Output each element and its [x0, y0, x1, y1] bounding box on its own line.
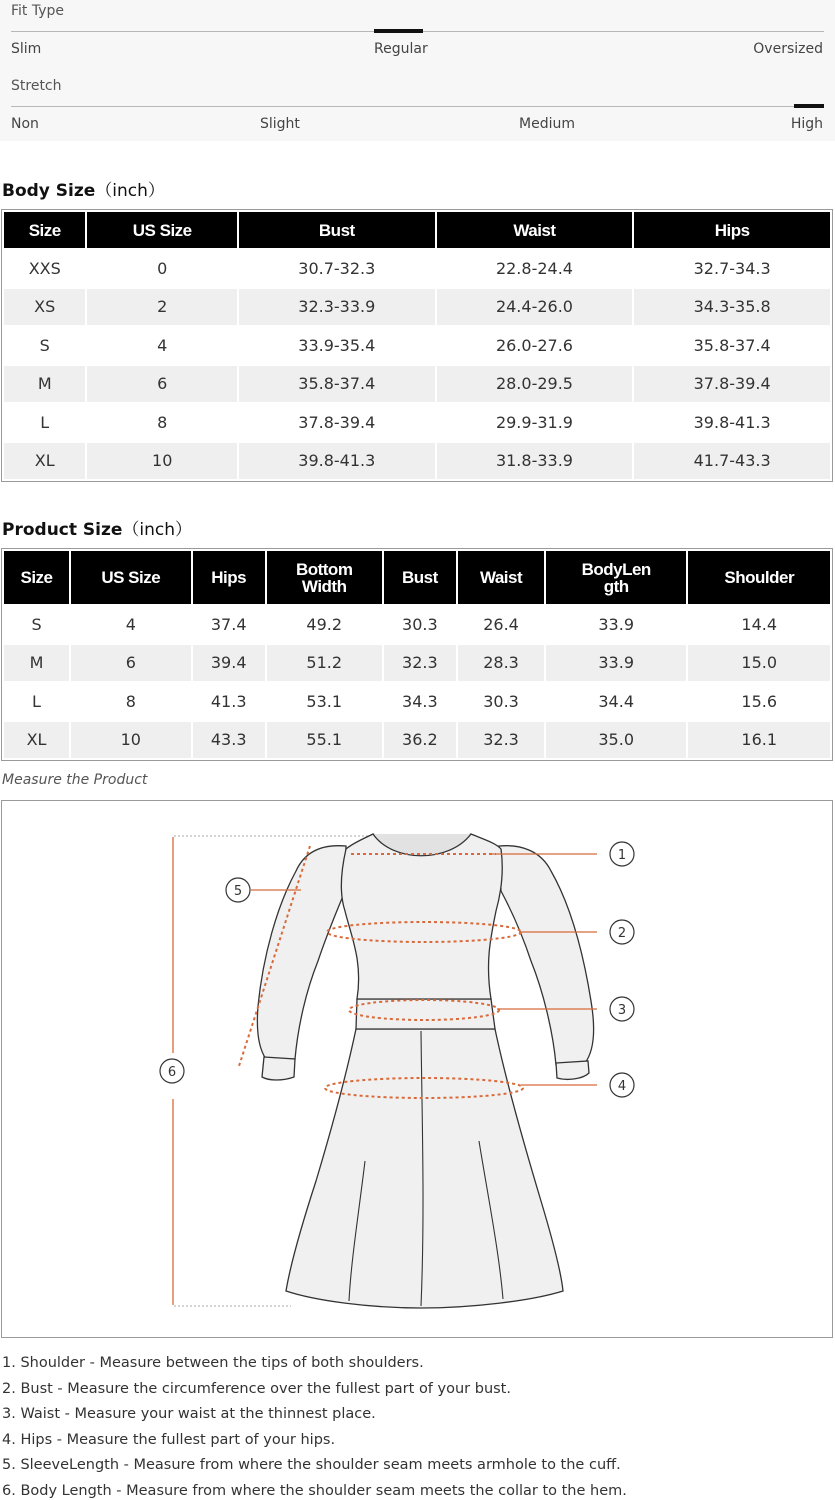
stretch-label-slight: Slight: [260, 116, 300, 132]
table-cell: 28.3: [458, 645, 544, 682]
table-cell: 41.7-43.3: [634, 443, 830, 480]
col-header: [546, 551, 687, 604]
table-cell: 55.1: [267, 722, 382, 759]
table-cell: 4: [125, 614, 136, 634]
table-cell: 10: [71, 722, 191, 759]
table-cell: 34.3-35.8: [634, 289, 830, 326]
dress-right-sleeve: [499, 846, 594, 1065]
table-row: [4, 289, 830, 326]
stretch-title: Stretch: [11, 78, 62, 94]
stretch-label-non: Non: [11, 116, 39, 132]
stretch-scale: [11, 106, 824, 107]
table-row: [4, 404, 830, 441]
product-size-title: Product Size（inch）: [2, 520, 193, 540]
table-cell: 37.8-39.4: [634, 366, 830, 403]
table-cell: XS: [4, 289, 85, 326]
col-header-text: Width: [301, 576, 347, 596]
col-header-text: Hips: [714, 220, 750, 240]
dress-right-cuff: [556, 1061, 589, 1079]
fit-type-selected-marker: [374, 29, 423, 33]
body-size-title: Body Size（inch）: [2, 181, 165, 201]
col-header: [384, 551, 457, 604]
stretch-label-high: High: [790, 116, 823, 132]
marker-5: [226, 878, 250, 902]
table-cell: 53.1: [306, 691, 343, 711]
table-cell: 26.4: [483, 614, 519, 634]
fit-type-label-regular: Regular: [374, 41, 428, 57]
col-header: [4, 212, 85, 248]
table-row: [4, 327, 830, 364]
product-size-header-row: [4, 551, 830, 604]
col-header-text: Bust: [318, 220, 355, 240]
col-header: [193, 551, 265, 604]
table-cell: XL: [4, 722, 69, 759]
dress-illustration: [2, 801, 834, 1339]
table-row: [4, 645, 830, 682]
table-cell: 4: [157, 335, 168, 355]
fit-type-label-slim: Slim: [11, 41, 42, 57]
body-size-header-row: [4, 212, 830, 248]
col-header-text: Bust: [401, 568, 438, 587]
table-cell: 36.2: [384, 722, 457, 759]
dress-waistband: [356, 999, 495, 1029]
marker-1: [610, 842, 634, 866]
table-cell: 34.4: [598, 691, 634, 711]
fit-type-title: Fit Type: [11, 3, 65, 19]
table-cell: 35.0: [546, 722, 687, 759]
col-header: [688, 551, 830, 604]
dress-left-cuff: [262, 1057, 295, 1080]
product-size-table: [1, 548, 833, 761]
marker-4-label: 4: [617, 1079, 627, 1094]
table-cell: XL: [4, 443, 85, 480]
note-waist: 3. Waist - Measure your waist at the thinnest place.: [2, 1406, 376, 1423]
marker-3: [610, 997, 634, 1021]
marker-2: [610, 920, 634, 944]
table-cell: 51.2: [267, 645, 382, 682]
dress-left-sleeve: [257, 846, 346, 1059]
col-header-text: US Size: [101, 568, 161, 587]
table-cell: S: [31, 614, 42, 634]
marker-2-label: 2: [617, 926, 627, 941]
marker-6-label: 6: [167, 1065, 177, 1080]
table-cell: 28.0-29.5: [437, 366, 633, 403]
dress-skirt: [286, 1029, 563, 1308]
table-cell: 35.8-37.4: [693, 335, 771, 355]
table-row: [4, 250, 830, 287]
note-bust: 2. Bust - Measure the circumference over the fullest part of your bust.: [2, 1380, 511, 1397]
measurement-notes: [2, 1351, 627, 1500]
table-cell: 0: [157, 258, 168, 278]
col-header: [267, 551, 382, 604]
table-cell: 31.8-33.9: [437, 443, 633, 480]
fit-type-label-oversized: Oversized: [753, 41, 823, 57]
table-cell: 33.9: [546, 645, 687, 682]
note-shoulder: 1. Shoulder - Measure between the tips of both shoulders.: [2, 1355, 424, 1371]
table-cell: 33.9: [598, 614, 634, 634]
note-body-length: 6. Body Length - Measure from where the shoulder seam meets the collar to the hem.: [2, 1482, 627, 1499]
table-cell: 39.8-41.3: [239, 443, 435, 480]
marker-4: [610, 1073, 634, 1097]
table-cell: 32.3-33.9: [239, 289, 435, 326]
table-cell: 6: [71, 645, 191, 682]
col-header-text: gth: [603, 576, 629, 596]
table-row: [4, 443, 830, 480]
col-header-text: Size: [20, 568, 53, 587]
table-cell: 30.3: [483, 691, 519, 711]
table-cell: 8: [157, 412, 168, 432]
table-cell: 32.7-34.3: [693, 258, 771, 278]
stretch-label-medium: Medium: [519, 116, 575, 132]
body-size-table: [1, 209, 833, 482]
table-cell: 35.8-37.4: [239, 366, 435, 403]
table-cell: 32.3: [458, 722, 544, 759]
table-cell: L: [32, 691, 41, 711]
table-cell: 26.0-27.6: [495, 335, 573, 355]
col-header-text: Waist: [479, 568, 523, 587]
table-cell: 30.3: [402, 614, 438, 634]
dress-bodice: [341, 834, 502, 999]
table-row: [4, 606, 830, 643]
table-cell: L: [40, 412, 50, 432]
table-cell: 32.3: [384, 645, 457, 682]
table-cell: 33.9-35.4: [298, 335, 376, 355]
table-cell: XXS: [28, 258, 61, 278]
col-header-text: BodyLen: [581, 559, 651, 579]
fit-stretch-panel: [0, 0, 835, 141]
table-cell: 8: [125, 691, 136, 711]
table-cell: 16.1: [688, 722, 830, 759]
col-header-text: Bottom: [295, 559, 353, 579]
table-cell: 6: [87, 366, 237, 403]
table-cell: 30.7-32.3: [298, 258, 376, 278]
marker-5-label: 5: [233, 884, 243, 899]
table-row: [4, 683, 830, 720]
table-cell: 39.4: [193, 645, 265, 682]
col-header-text: Shoulder: [724, 568, 795, 587]
diagram-caption: Measure the Product: [2, 772, 148, 788]
marker-3-label: 3: [617, 1003, 627, 1018]
table-cell: 22.8-24.4: [495, 258, 573, 278]
table-cell: 37.8-39.4: [298, 412, 376, 432]
col-header: [87, 212, 237, 248]
col-header: [458, 551, 544, 604]
table-cell: 14.4: [741, 614, 778, 634]
stretch-selected-marker: [794, 104, 824, 108]
measurement-diagram: [1, 800, 833, 1338]
note-sleeve-length: 5. SleeveLength - Measure from where the shoulder seam meets armhole to the cuff.: [2, 1457, 621, 1474]
col-header-text: Size: [28, 220, 61, 240]
marker-6: [160, 1059, 184, 1083]
table-cell: 15.0: [688, 645, 830, 682]
col-header: [4, 551, 69, 604]
table-cell: 15.6: [741, 691, 778, 711]
note-hips: 4. Hips - Measure the fullest part of your hips.: [2, 1431, 336, 1448]
col-header-text: Hips: [211, 568, 247, 587]
table-row: [4, 722, 830, 759]
col-header-text: Waist: [513, 220, 556, 240]
col-header: [634, 212, 830, 248]
table-cell: 41.3: [210, 691, 247, 711]
table-cell: 39.8-41.3: [693, 412, 771, 432]
marker-1-label: 1: [617, 848, 627, 863]
table-cell: M: [4, 645, 69, 682]
table-cell: 2: [87, 289, 237, 326]
table-cell: 34.3: [402, 691, 438, 711]
table-cell: M: [4, 366, 85, 403]
col-header-text: US Size: [132, 220, 192, 240]
table-cell: S: [39, 335, 50, 355]
col-header: [437, 212, 633, 248]
table-cell: 24.4-26.0: [437, 289, 633, 326]
col-header: [71, 551, 191, 604]
table-row: [4, 366, 830, 403]
table-cell: 49.2: [306, 614, 343, 634]
table-cell: 10: [87, 443, 237, 480]
table-cell: 29.9-31.9: [495, 412, 573, 432]
table-cell: 43.3: [193, 722, 265, 759]
table-cell: 37.4: [210, 614, 247, 634]
col-header: [239, 212, 435, 248]
